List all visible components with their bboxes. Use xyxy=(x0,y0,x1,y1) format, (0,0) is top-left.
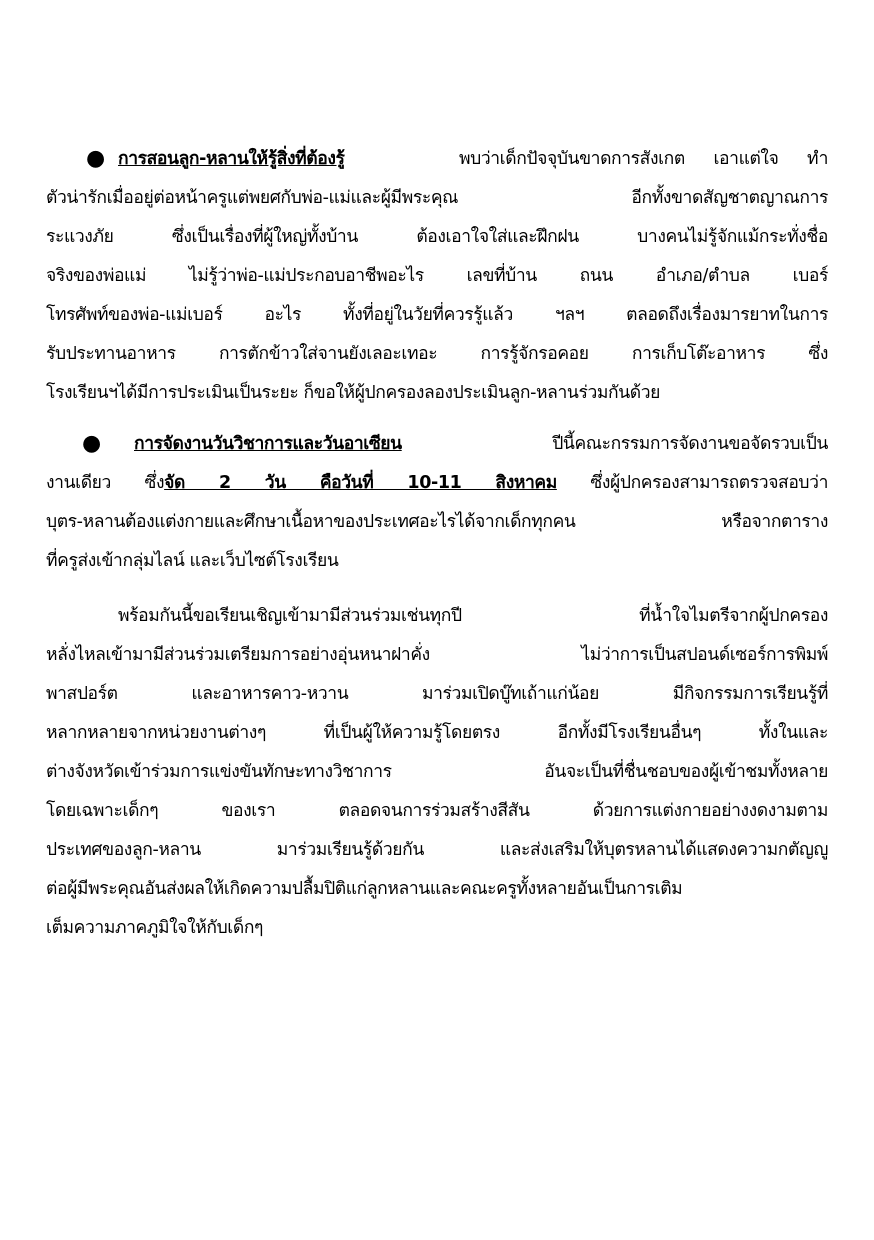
section3-line: พร้อมกันนี้ขอเรียนเชิญเข้ามามีส่วนร่วมเช่นทุกปี ที่น้ำใจไมตรีจากผู้ปกครอง xyxy=(118,606,828,626)
section1-line: ตัวน่ารักเมื่ออยู่ต่อหน้าครูแต่พยศกับพ่อ-แม่และผู้มีพระคุณ อีกทั้งขาดสัญชาตญาณการ xyxy=(46,188,828,208)
section3-line: ต่างจังหวัดเข้าร่วมการแข่งขันทักษะทางวิชาการ อันจะเป็นที่ชื่นชอบของผู้เข้าชมทั้งหลาย xyxy=(46,762,828,782)
section1-line: โทรศัพท์ของพ่อ-แม่เบอร์ อะไร ทั้งที่อยู่ในวัยที่ควรรู้แล้ว ฯลฯ ตลอดถึงเรื่องมารยาทในการ xyxy=(46,305,828,325)
section1-line-1 xyxy=(46,140,828,179)
section3-line: โดยเฉพาะเด็กๆ ของเรา ตลอดจนการร่วมสร้างสีสัน ด้วยการแต่งกายอย่างงดงามตาม xyxy=(46,801,828,821)
section1-line1-text: พบว่าเด็กปัจจุบันขาดการสังเกต เอาแต่ใจ ทำ xyxy=(458,149,828,169)
section3-line: ประเทศของลูก-หลาน มาร่วมเรียนรู้ด้วยกัน และส่งเสริมให้บุตรหลานได้แสดงความกตัญญู xyxy=(46,840,828,860)
section2-line1-text: ปีนี้คณะกรรมการจัดงานขอจัดรวบเป็น xyxy=(552,434,828,454)
section2-line-2 xyxy=(46,464,828,503)
section-gap xyxy=(46,413,828,425)
section2-line-1 xyxy=(46,425,828,464)
section3-line: หลั่งไหลเข้ามามีส่วนร่วมเตรียมการอย่างอุ่นหนาฝาคั่ง ไม่ว่าการเป็นสปอนด์เซอร์การพิมพ์ xyxy=(46,645,828,665)
section1-line: โรงเรียนฯได้มีการประเมินเป็นระยะ ก็ขอให้ผู้ปกครองลองประเมินลูก-หลานร่วมกันด้วย xyxy=(46,383,661,403)
section2-line2-pre: งานเดียว ซึ่ง xyxy=(46,473,165,493)
section3-line: เต็มความภาคภูมิใจให้กับเด็กๆ xyxy=(46,918,264,938)
section2-line2-post: ซึ่งผู้ปกครองสามารถตรวจสอบว่า xyxy=(556,473,828,493)
event-date-highlight: จัด 2 วัน คือวันที่ 10-11 สิงหาคม xyxy=(164,473,557,493)
section2-heading: การจัดงานวันวิชาการและวันอาเซียน xyxy=(134,434,402,454)
section2-line: ที่ครูส่งเข้ากลุ่มไลน์ และเว็บไซต์โรงเรียน xyxy=(46,551,339,571)
section2-line: บุตร-หลานต้องแต่งกายและศึกษาเนื้อหาของประเทศอะไรได้จากเด็กทุกคน หรือจากตาราง xyxy=(46,512,828,532)
section1-line: ระแวงภัย ซึ่งเป็นเรื่องที่ผู้ใหญ่ทั้งบ้าน ต้องเอาใจใส่และฝึกฝน บางคนไม่รู้จักแม้กระทั่งชื่อ xyxy=(46,227,828,247)
bullet-icon: ● xyxy=(86,146,105,171)
document-page xyxy=(46,140,828,948)
section1-line: รับประทานอาหาร การตักข้าวใส่จานยังเลอะเทอะ การรู้จักรอคอย การเก็บโต๊ะอาหาร ซึ่ง xyxy=(46,344,828,364)
section3-line: ต่อผู้มีพระคุณอันส่งผลให้เกิดความปลื้มปิติแก่ลูกหลานและคณะครูทั้งหลายอันเป็นการเติม xyxy=(46,879,683,899)
section-gap xyxy=(46,581,828,597)
section3-line: หลากหลายจากหน่วยงานต่างๆ ที่เป็นผู้ให้ความรู้โดยตรง อีกทั้งมีโรงเรียนอื่นๆ ทั้งในและ xyxy=(46,723,828,743)
section1-line: จริงของพ่อแม่ ไม่รู้ว่าพ่อ-แม่ประกอบอาชีพอะไร เลขที่บ้าน ถนน อำเภอ/ตำบล เบอร์ xyxy=(46,266,828,286)
section1-heading: การสอนลูก-หลานให้รู้สิ่งที่ต้องรู้ xyxy=(118,149,345,169)
bullet-icon: ● xyxy=(82,431,101,456)
section3-line: พาสปอร์ต และอาหารคาว-หวาน มาร่วมเปิดบู๊ทเถ้าแก่น้อย มีกิจกรรมการเรียนรู้ที่ xyxy=(46,684,828,704)
